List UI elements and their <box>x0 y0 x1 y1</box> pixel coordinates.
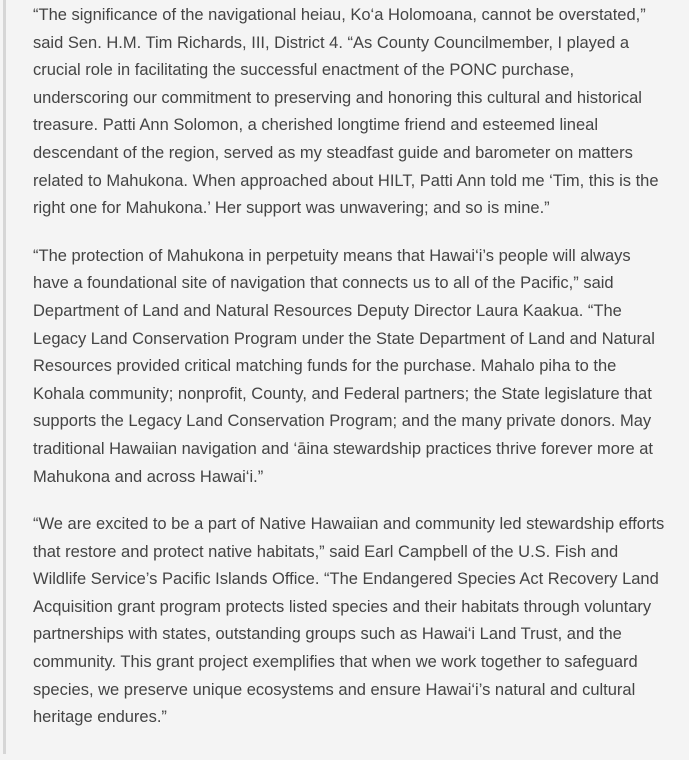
quote-campbell: “We are excited to be a part of Native Hawaiian and community led stewardship efforts that restore and protect native habitats,” said Earl Campbell of the U.S. Fish and Wildlife Service’s Pacific Islands Office. “The Endangered Species Act Recovery Land Acquisition grant program protects listed species and their habitats through voluntary partnerships with states, outstanding groups such as Hawai‘i Land Trust, and the community. This grant project exemplifies that when we work together to safeguard species, we preserve unique ecosystems and ensure Hawai‘i’s natural and cultural heritage endures.” <box>33 515 665 727</box>
quote-richards: “The significance of the navigational heiau, Ko‘a Holomoana, cannot be overstated,” said Sen. H.M. Tim Richards, III, District 4. “As County Councilmember, I played a crucial role in facilitating the successful enactment of the PONC purchase, underscoring our commitment to preserving and honoring this cultural and historical treasure. Patti Ann Solomon, a cherished longtime friend and esteemed lineal descendant of the region, served as my steadfast guide and barometer on matters related to Mahukona. When approached about HILT, Patti Ann told me ‘Tim, this is the right one for Mahukona.’ Her support was unwavering; and so is mine.” <box>33 6 659 218</box>
blockquote <box>3 0 685 754</box>
quote-kaakua: “The protection of Mahukona in perpetuity means that Hawai‘i’s people will always have a foundational site of navigation that connects us to all of the Pacific,” said Department of Land and Natural Resources Deputy Director Laura Kaakua. “The Legacy Land Conservation Program under the State Department of Land and Natural Resources provided critical matching funds for the purchase. Mahalo piha to the Kohala community; nonprofit, County, and Federal partners; the State legislature that supports the Legacy Land Conservation Program; and the many private donors. May traditional Hawaiian navigation and ‘āina stewardship practices thrive forever more at Mahukona and across Hawai‘i.” <box>33 246 655 486</box>
